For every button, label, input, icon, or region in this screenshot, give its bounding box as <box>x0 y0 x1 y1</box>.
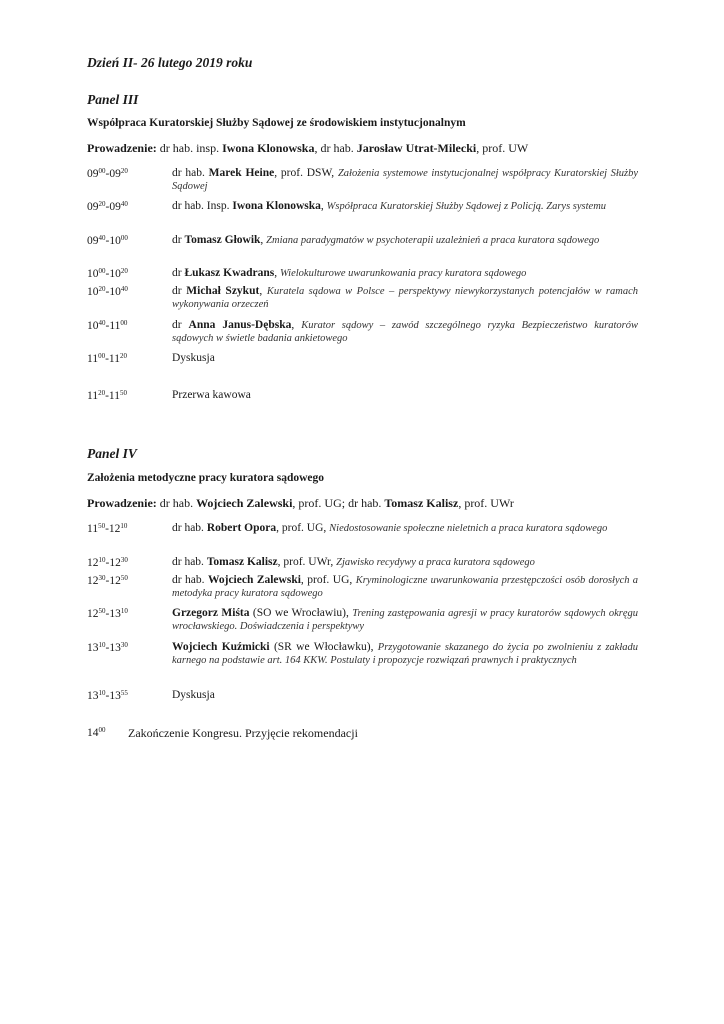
speaker-name: Anna Janus-Dębska <box>188 319 292 331</box>
speaker-name: Marek Heine <box>208 167 275 179</box>
session-time: $12^{10}-12^{30}$ <box>87 556 128 569</box>
session-time: $09^{20}-09^{40}$ <box>87 200 128 213</box>
speaker-name: Łukasz Kwadrans <box>184 267 275 279</box>
session-time: $12^{50}-13^{10}$ <box>87 607 128 620</box>
closing-time: $14^{00}$ <box>87 726 106 739</box>
moderator-title: dr hab. insp. <box>156 141 223 155</box>
moderators-label: Prowadzenie: <box>87 141 157 155</box>
moderator-title: , dr hab. <box>314 141 357 155</box>
talk-topic: Zjawisko recydywy a praca kuratora sądowego <box>336 557 535 568</box>
session-entry: dr Anna Janus-Dębska, Kurator sądowy – zawód szczególnego ryzyka Bezpieczeństwo kuratorów sądowych w świetle badania ankietowego <box>172 319 638 344</box>
panel-3-subtitle: Współpraca Kuratorskiej Służby Sądowej ze środowiskiem instytucjonalnym <box>87 117 466 129</box>
session-time: $10^{40}-11^{00}$ <box>87 319 128 332</box>
session-entry: dr Tomasz Głowik, Zmiana paradygmatów w psychoterapii uzależnień a praca kuratora sądowego <box>172 234 600 246</box>
session-entry: dr Łukasz Kwadrans, Wielokulturowe uwarunkowania pracy kuratora sądowego <box>172 267 527 279</box>
panel-3-moderators <box>87 141 528 156</box>
session-time: $10^{00}-10^{20}$ <box>87 267 128 280</box>
panel-3-title: Panel III <box>87 92 139 107</box>
session-time: $12^{30}-12^{50}$ <box>87 574 128 587</box>
talk-topic: Przygotowanie skazanego do życia po zwolnieniu z zakładu karnego na podstawie art. 164 KKW. Postulaty i propozycje rozwiązań prawnych i praktycznych <box>172 642 638 666</box>
moderator-name: Tomasz Kalisz <box>384 496 459 510</box>
moderator-name: Iwona Klonowska <box>222 141 315 155</box>
talk-topic: Zmiana paradygmatów w psychoterapii uzależnień a praca kuratora sądowego <box>266 235 600 246</box>
talk-topic: Wielokulturowe uwarunkowania pracy kuratora sądowego <box>280 268 527 279</box>
speaker-name: Wojciech Kuźmicki <box>172 641 270 653</box>
moderator-title: dr hab. <box>156 496 197 510</box>
talk-topic: Założenia systemowe instytucjonalnej współpracy Kuratorskiej Służby Sądowej <box>172 168 639 192</box>
session-entry: dr Michał Szykut, Kuratela sądowa w Polsce – perspektywy niewykorzystanych potencjałów w ramach wykonywania orzeczeń <box>172 285 638 310</box>
closing-label: Zakończenie Kongresu. Przyjęcie rekomendacji <box>128 726 358 740</box>
session-time: $09^{40}-10^{00}$ <box>87 234 128 247</box>
session-entry: Grzegorz Miśta (SO we Wrocławiu), Trening zastępowania agresji w pracy kuratorów sądowych okręgu wrocławskiego. Doświadczenia i perspektywy <box>172 607 638 632</box>
session-time: $09^{00}-09^{20}$ <box>87 167 128 180</box>
panel-4-title: Panel IV <box>87 446 137 461</box>
moderator-name: Wojciech Zalewski <box>196 496 293 510</box>
session-time: $11^{50}-12^{10}$ <box>87 522 128 535</box>
session-entry: dr hab. Marek Heine, prof. DSW, Założenia systemowe instytucjonalnej współpracy Kuratorskiej Służby Sądowej <box>172 167 639 192</box>
discussion-label: Dyskusja <box>172 352 215 364</box>
speaker-name: Iwona Klonowska <box>232 200 321 212</box>
speaker-name: Wojciech Zalewski <box>208 574 301 586</box>
session-entry: dr hab. Tomasz Kalisz, prof. UWr, Zjawisko recydywy a praca kuratora sądowego <box>172 556 535 568</box>
session-entry: dr hab. Robert Opora, prof. UG, Niedostosowanie społeczne nieletnich a praca kuratora sądowego <box>172 522 608 534</box>
talk-topic: Kurator sądowy – zawód szczególnego ryzyka Bezpieczeństwo kuratorów sądowych w świetle badania ankietowego <box>172 320 638 344</box>
session-entry: dr hab. Wojciech Zalewski, prof. UG, Kryminologiczne uwarunkowania przestępczości osób dorosłych a metodyka pracy kuratora sądowego <box>172 574 638 599</box>
talk-topic: Niedostosowanie społeczne nieletnich a praca kuratora sądowego <box>329 523 608 534</box>
moderator-affiliation: , prof. UWr <box>458 496 514 510</box>
talk-topic: Współpraca Kuratorskiej Służby Sądowej z Policją. Zarys systemu <box>326 201 607 212</box>
speaker-name: Michał Szykut <box>186 285 260 297</box>
talk-topic: Trening zastępowania agresji w pracy kuratorów sądowych okręgu wrocławskiego. Doświadczenia i perspektywy <box>172 608 638 632</box>
panel-4-subtitle: Założenia metodyczne pracy kuratora sądowego <box>87 472 324 484</box>
discussion-label: Dyskusja <box>172 689 215 701</box>
speaker-name: Robert Opora <box>206 522 277 534</box>
talk-topic: Kuratela sądowa w Polsce – perspektywy niewykorzystanych potencjałów w ramach wykonywania orzeczeń <box>172 286 638 310</box>
coffee-break-label: Przerwa kawowa <box>172 389 251 401</box>
speaker-name: Tomasz Kalisz <box>206 556 278 568</box>
speaker-name: Tomasz Głowik <box>184 234 261 246</box>
speaker-name: Grzegorz Miśta <box>172 607 250 619</box>
panel-4-moderators <box>87 496 514 511</box>
session-time: $10^{20}-10^{40}$ <box>87 285 128 298</box>
moderator-title: , prof. UG; dr hab. <box>292 496 385 510</box>
day-title: Dzień II- 26 lutego 2019 roku <box>87 55 253 70</box>
moderators-label: Prowadzenie: <box>87 496 157 510</box>
session-time: $11^{00}-11^{20}$ <box>87 352 127 365</box>
session-time: $13^{10}-13^{55}$ <box>87 689 128 702</box>
session-entry: Wojciech Kuźmicki (SR we Włocławku), Przygotowanie skazanego do życia po zwolnieniu z zakładu karnego na podstawie art. 164 KKW. Postulaty i propozycje rozwiązań prawnych i praktycznych <box>172 641 638 666</box>
session-time: $13^{10}-13^{30}$ <box>87 641 128 654</box>
moderator-name: Jarosław Utrat-Milecki <box>356 141 477 155</box>
session-time: $11^{20}-11^{50}$ <box>87 389 127 402</box>
talk-topic: Kryminologiczne uwarunkowania przestępczości osób dorosłych a metodyka pracy kuratora sądowego <box>172 575 638 599</box>
moderator-affiliation: , prof. UW <box>476 141 529 155</box>
session-entry: dr hab. Insp. Iwona Klonowska, Współpraca Kuratorskiej Służby Sądowej z Policją. Zarys systemu <box>172 200 607 212</box>
